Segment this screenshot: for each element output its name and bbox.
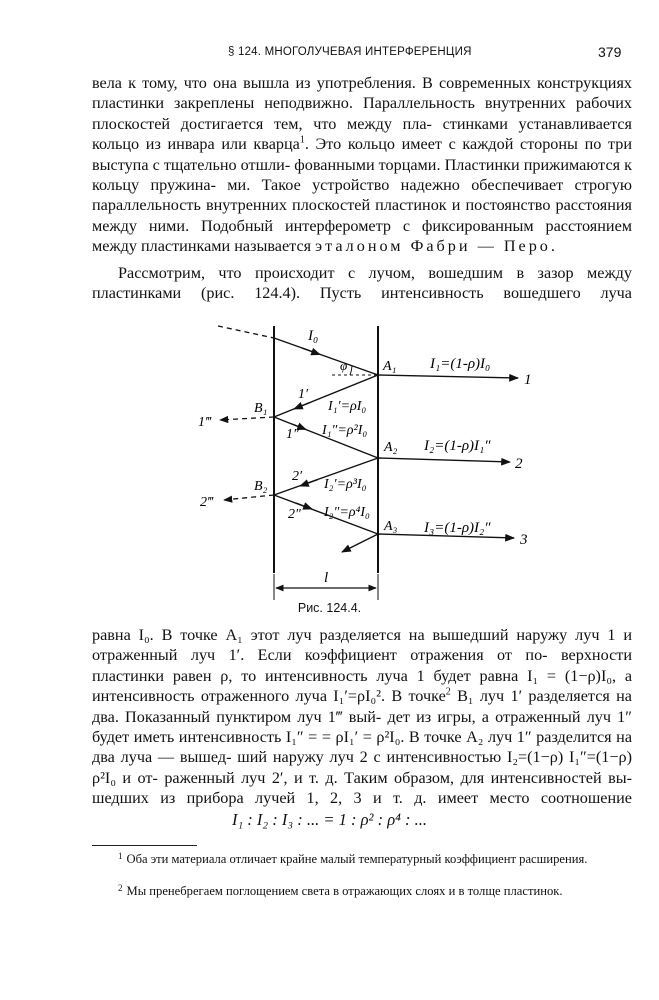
label-b1: B₁ — [254, 401, 268, 416]
footnote-mark: 1 — [118, 851, 123, 861]
label-out2: I₂=(1-ρ)I₁″ — [424, 438, 491, 454]
footnote-text: Оба эти материала отличает крайне малый температурный коэффициент расширения. — [126, 852, 588, 866]
label-b2: B₂ — [254, 479, 268, 494]
label-2-double: 2″ — [288, 507, 301, 522]
lost-ray-2-triple — [224, 495, 274, 500]
text-line: равна I₀. В точке A₁ этот луч разделяется на вышедший наружу — [92, 626, 568, 644]
label-a1: A₁ — [383, 359, 397, 374]
text-line: вела к тому, что она вышла из употребления. В современных — [92, 74, 531, 92]
incoming-ray-dashed — [218, 326, 274, 338]
lost-ray-1-triple — [220, 417, 274, 420]
text-line: B₁ луч 1′ разделяется на два. Показанный пунктиром луч 1‴ вый- — [92, 687, 632, 726]
ray-i0 — [274, 338, 378, 375]
label-2-prime: 2′ — [292, 469, 303, 484]
label-i1-prime: I₁′=ρI₀ — [328, 399, 367, 414]
ray-arrow-1-prime — [294, 403, 310, 410]
text-line: конструкциях пластинки закреплены неподвижно. Параллельность — [92, 74, 633, 113]
text-line: ними. Подобный интерферометр с фиксированным расстоянием — [148, 216, 633, 235]
label-1-double: 1″ — [286, 427, 299, 442]
label-num2: 2 — [515, 456, 523, 472]
footnote-ref-1: 1 — [299, 134, 305, 146]
text-line: пластинками (рис. 124.4). Пусть интенсивность вошедшего луча — [92, 284, 632, 303]
label-i2-double: I₂″=ρ⁴I₀ — [324, 505, 370, 520]
text-line: Рассмотрим, что происходит с лучом, вошедшим в зазор между — [118, 264, 632, 282]
text-line: дет из игры, а отраженный луч 1″ будет иметь интенсивность I₁″ = — [92, 707, 632, 747]
paragraph-1: вела к тому, что она вышла из употребления. В современных конструкциях пластинки закреплены неподвижно. Параллельность внутренних рабочих плоскостей достигается тем, что между пла- стинками устанавливается кольцо из инвара или кварца$^1$. Это кольцо имеет с каждой стороны по три выступа с тщательно отшли- фованными торцами. Пластинки прижимаются к кольцу пружина- ми. Такое устройство надежно обеспечивает строгую параллельность внутренних плоскостей пластинок и постоянство расстояния между ними. Подобный интерферометр с фиксированным расстоянием между пластинками называется эталоном Фабри — Перо. — [92, 74, 633, 256]
figure-124-4 — [190, 318, 540, 603]
label-2-triple: 2‴ — [200, 495, 213, 510]
paragraph-2 — [92, 263, 632, 304]
label-a2: A₂ — [384, 440, 398, 455]
label-out3: I₃=(1-ρ)I₂″ — [424, 520, 491, 536]
label-a3: A₃ — [384, 519, 398, 534]
section-title: § 124. МНОГОЛУЧЕВАЯ ИНТЕРФЕРЕНЦИЯ — [228, 46, 472, 58]
text-line: фованными торцами. Пластинки прижимаются к кольцу пружина- — [92, 155, 633, 195]
exit-ray-2 — [378, 458, 510, 462]
text-line: внутренних рабочих плоскостей достигается тем, что между пла- — [92, 94, 632, 133]
text-line: I₁ = (1−ρ)I₀, а интенсивность отраженного луча I₁′=ρI₀². В точке — [92, 666, 633, 706]
footnote-1 — [92, 851, 632, 867]
figure-caption: Рис. 124.4. — [297, 601, 362, 615]
intensity-ratio-formula: I₁ : I₂ : I₃ : ... = 1 : ρ² : ρ⁴ : ... — [231, 810, 428, 829]
label-1-triple: 1‴ — [198, 415, 211, 430]
term-fabry-perot: эталоном Фабри — Перо. — [315, 237, 558, 256]
label-phi: φ — [340, 358, 348, 373]
footnote-mark: 2 — [118, 883, 123, 893]
label-i0: I₀ — [308, 328, 319, 344]
ray-arrow-2-prime — [300, 480, 318, 487]
text-line: ми. Такое устройство надежно обеспечивает строгую параллельность — [92, 176, 632, 215]
label-i1-double: I₁″=ρ²I₀ — [322, 423, 368, 438]
text-line: раженный луч 2′, и т. д. Таким образом, для интенсивностей вы- — [164, 768, 633, 787]
paragraph-3 — [92, 625, 632, 809]
label-num3: 3 — [520, 532, 528, 548]
text-line: луч 1 и отраженный луч 1′. Если коэффициент отражения от по- — [92, 626, 632, 665]
ray-diagram — [190, 318, 540, 603]
angle-arc — [350, 366, 352, 375]
label-out1: I₁=(1-ρ)I₀ — [430, 356, 491, 372]
text-line: ший наружу луч 2 с интенсивностью I₂=(1−ρ) I₁″=(1−ρ) ρ²I₀ и от- — [92, 748, 632, 787]
label-gap-l: l — [324, 570, 329, 586]
text-line: = ρI₁′ = ρ²I₀. В точке A₂ луч 1″ разделится на два луча — вышед- — [92, 728, 632, 767]
label-num1: 1 — [524, 372, 532, 388]
text-line: внутренних плоскостей пластинок и постоянство расстояния между — [92, 196, 633, 235]
running-header — [0, 43, 659, 63]
text-line: между пластинками называется — [92, 237, 312, 256]
text-line: Это кольцо имеет с каждой стороны по три выступа с тщательно отшли- — [92, 135, 632, 174]
ray-3-prime — [342, 534, 378, 552]
footnote-2 — [92, 883, 632, 899]
footnote-text: Мы пренебрегаем поглощением света в отражающих слоях и в толще пластинок. — [126, 884, 563, 898]
page-number: 379 — [598, 44, 622, 60]
footnote-ref-2: 2 — [445, 686, 451, 698]
label-1-prime: 1′ — [298, 387, 309, 402]
exit-ray-1 — [378, 375, 518, 378]
text-line: стинками устанавливается кольцо из инвара или кварца — [92, 114, 632, 154]
text-line: верхности пластинки равен ρ, то интенсивность луча 1 будет равна — [92, 646, 633, 685]
footnote-divider — [92, 845, 197, 846]
ray-arrow-i0 — [302, 348, 320, 355]
text-line: шедших из прибора лучей 1, 2, 3 и т. д. имеет место соотношение — [92, 789, 632, 808]
label-i2-prime: I₂′=ρ³I₀ — [324, 477, 367, 492]
